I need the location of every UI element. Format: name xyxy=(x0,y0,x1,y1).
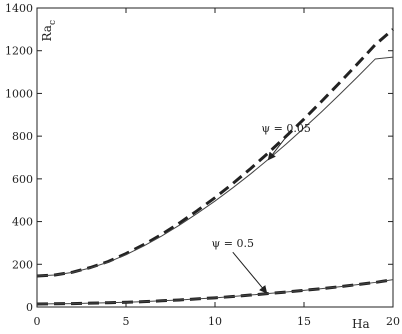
series-layer xyxy=(37,29,393,304)
x-tick-label: 0 xyxy=(33,315,41,328)
y-axis-label xyxy=(40,20,58,42)
x-tick-label: 20 xyxy=(386,315,400,328)
y-tick-label: 400 xyxy=(12,215,33,229)
y-tick-label: 1400 xyxy=(5,2,33,15)
x-tick-label: 15 xyxy=(297,315,311,328)
axis-ticks xyxy=(5,2,400,328)
series-line-3 xyxy=(37,280,393,304)
y-tick-label: 1000 xyxy=(5,87,33,101)
y-axis-label-main: Ra xyxy=(40,25,54,42)
annotation-arrow-2 xyxy=(233,252,267,293)
annotation-layer xyxy=(212,122,311,293)
series-line-4 xyxy=(37,280,393,304)
x-axis-label: Ha xyxy=(352,317,370,331)
x-tick-label: 5 xyxy=(122,315,130,328)
annotation-label-1: ψ = 0.05 xyxy=(261,121,311,135)
y-tick-label: 1200 xyxy=(5,44,33,58)
plot-frame xyxy=(37,8,393,307)
y-tick-label: 200 xyxy=(12,258,33,272)
annotation-label-2: ψ = 0.5 xyxy=(211,237,254,251)
x-tick-label: 10 xyxy=(208,315,222,328)
y-tick-label: 600 xyxy=(12,172,33,186)
y-tick-label: 800 xyxy=(12,130,33,144)
y-tick-label: 0 xyxy=(26,301,33,314)
svg-text:Rac xyxy=(40,20,58,42)
y-axis-label-sub: c xyxy=(48,20,58,26)
